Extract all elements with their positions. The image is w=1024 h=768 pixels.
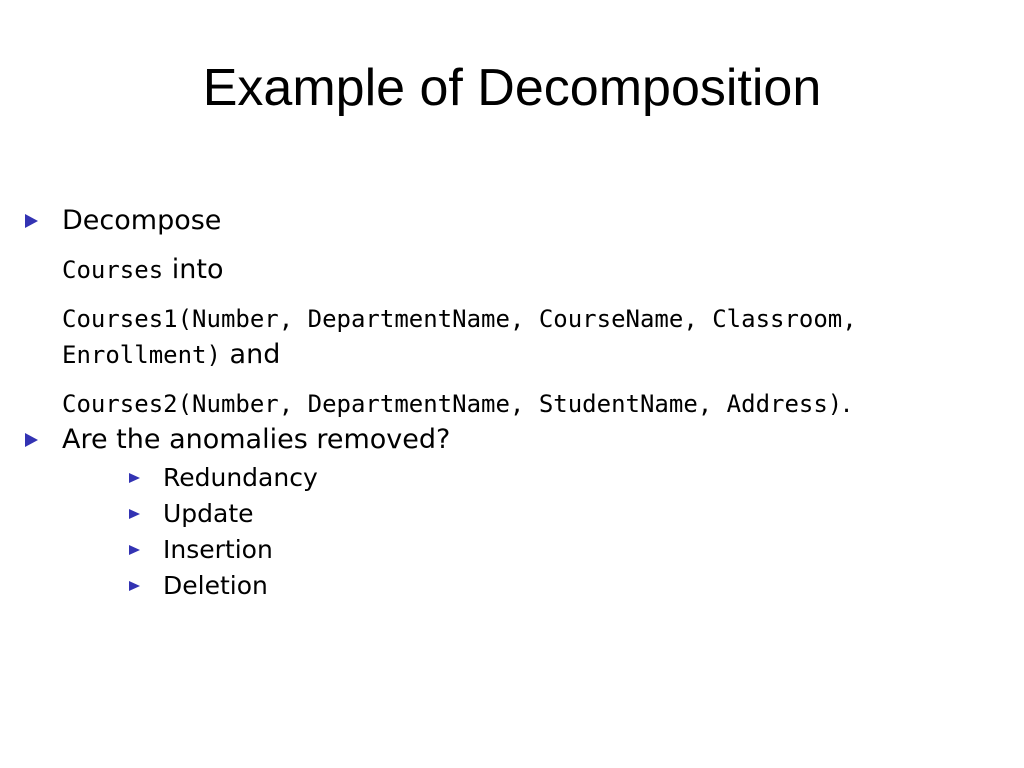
triangle-right-icon xyxy=(129,509,140,519)
courses-into-line xyxy=(62,252,1015,288)
text-and: and xyxy=(220,339,281,370)
sub-item-label: Insertion xyxy=(163,535,273,564)
text-into: into xyxy=(163,254,224,285)
triangle-right-icon xyxy=(129,473,140,483)
sub-item-redundancy xyxy=(126,460,1015,496)
triangle-right-icon xyxy=(129,581,140,591)
sub-item-label: Update xyxy=(163,499,254,528)
triangle-right-icon xyxy=(25,433,38,447)
slide-title: Example of Decomposition xyxy=(202,59,822,117)
courses1-continuation-line xyxy=(62,337,1015,373)
bullet-label: Decompose xyxy=(62,205,222,236)
bullet-anomalies xyxy=(25,422,1015,604)
sub-item-deletion xyxy=(126,568,1015,604)
sub-item-insertion xyxy=(126,532,1015,568)
sub-item-label: Redundancy xyxy=(163,463,318,492)
anomaly-sub-list xyxy=(62,460,1015,604)
text-period: . xyxy=(842,388,851,419)
code-courses2: Courses2(Number, DepartmentName, StudentName, Address) xyxy=(62,390,843,418)
code-courses1: Courses1(Number, DepartmentName, CourseName, Classroom, xyxy=(62,305,857,333)
code-courses: Courses xyxy=(62,256,164,284)
code-enrollment: Enrollment) xyxy=(62,341,221,369)
courses2-line xyxy=(62,386,1015,422)
triangle-right-icon xyxy=(129,545,140,555)
triangle-right-icon xyxy=(25,214,38,228)
sub-item-update xyxy=(126,496,1015,532)
bullet-list xyxy=(25,203,1015,604)
sub-item-label: Deletion xyxy=(163,571,268,600)
bullet-label: Are the anomalies removed? xyxy=(62,424,451,455)
courses1-line xyxy=(62,301,1015,337)
bullet-decompose xyxy=(25,203,1015,422)
